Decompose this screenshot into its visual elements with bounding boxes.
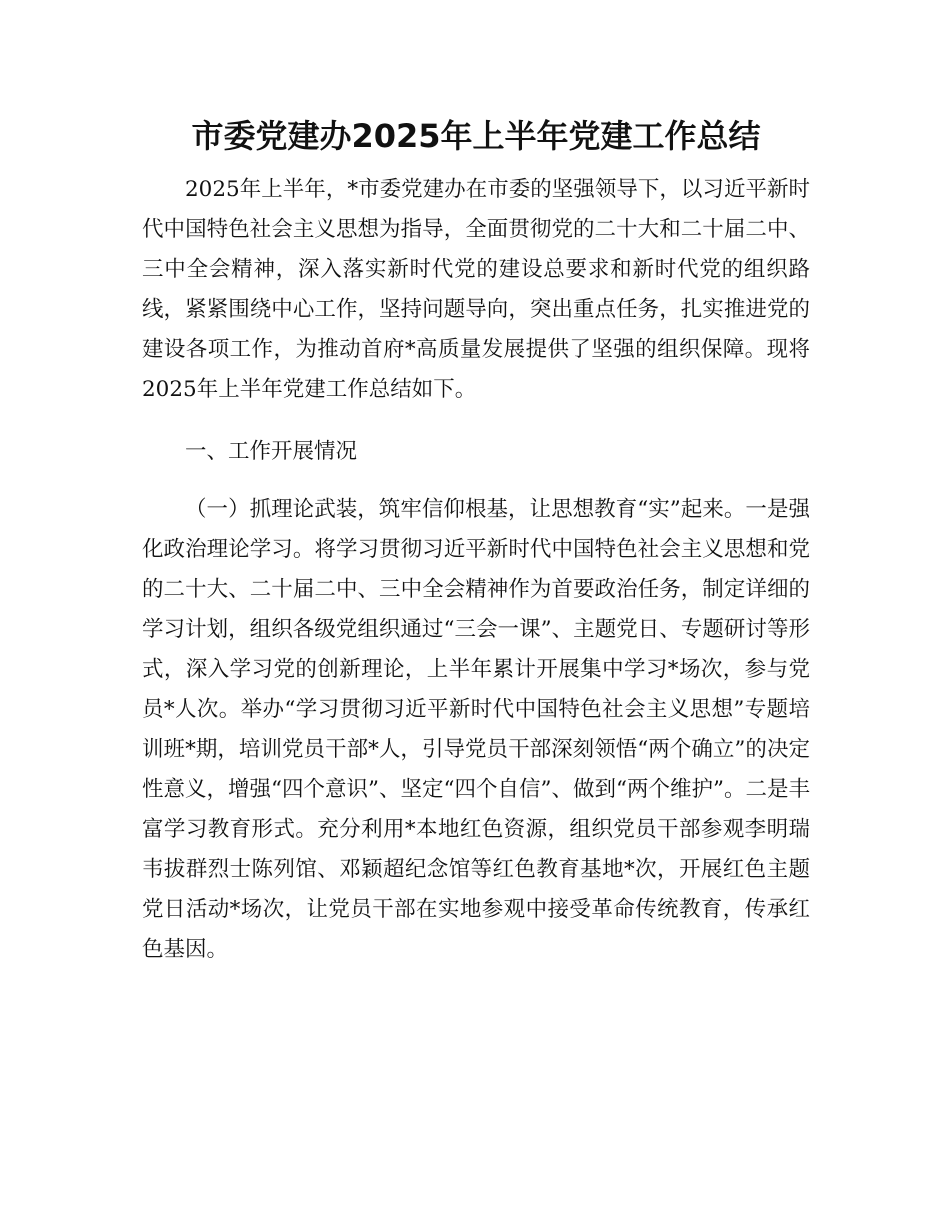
section-paragraph-theory-study: （一）抓理论武装，筑牢信仰根基，让思想教育“实”起来。一是强化政治理论学习。将学习贯彻习近平新时代中国特色社会主义思想和党的二十大、二十届二中、三中全会精神作为首要政治任务，制定详细的学习计划，组织各级党组织通过“三会一课”、主题党日、专题研讨等形式，深入学习党的创新理论，上半年累计开展集中学习*场次，参与党员*人次。举办“学习贯彻习近平新时代中国特色社会主义思想”专题培训班*期，培训党员干部*人，引导党员干部深刻领悟“两个确立”的决定性意义，增强“四个意识”、坚定“四个自信”、做到“两个维护”。二是丰富学习教育形式。充分利用*本地红色资源，组织党员干部参观李明瑞韦拔群烈士陈列馆、邓颖超纪念馆等红色教育基地*次，开展红色主题党日活动*场次，让党员干部在实地参观中接受革命传统教育，传承红色基因。 [142,497,810,962]
document-title: 市委党建办2025年上半年党建工作总结 [191,117,761,155]
intro-paragraph: 2025年上半年，*市委党建办在市委的坚强领导下，以习近平新时代中国特色社会主义思想为指导，全面贯彻党的二十大和二十届二中、三中全会精神，深入落实新时代党的建设总要求和新时代党的组织路线，紧紧围绕中心工作，坚持问题导向，突出重点任务，扎实推进党的建设各项工作，为推动首府*高质量发展提供了坚强的组织保障。现将2025年上半年党建工作总结如下。 [142,177,810,402]
section-heading-work-progress: 一、工作开展情况 [185,439,358,464]
